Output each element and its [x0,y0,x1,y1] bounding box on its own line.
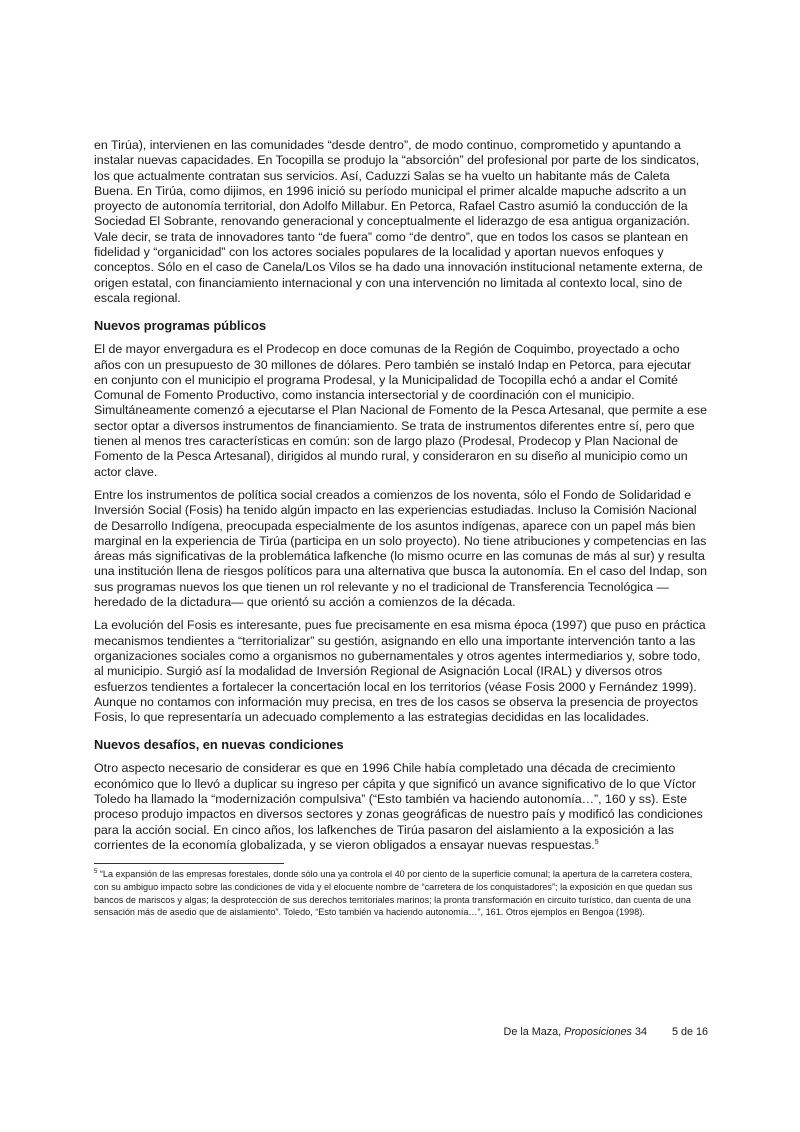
footnote-marker: 5 [94,869,98,876]
footer-journal: Proposiciones [564,1026,632,1038]
footer-issue: 34 [634,1026,647,1038]
page-footer [470,1025,708,1039]
paragraph-4: La evolución del Fosis es interesante, pues fue precisamente en esa misma época (1997) que puso en práctica mecanismos tendientes a “territorializar” su gestión, asignando en ello una importante intervención tanto a las organizaciones sociales como a organismos no gubernamentales y otros agentes intermediarios y, sobre todo, al municipio. Surgió así la modalidad de Inversión Regional de Asignación Local (IRAL) y diversos otros esfuerzos tendientes a fortalecer la concertación local en los territorios (véase Fosis 2000 y Fernández 1999). Aunque no contamos con información muy precisa, en tres de los casos se observa la presencia de proyectos Fosis, lo que representaría un adecuado complemento a las estrategias decididas en las localidades. [94,618,706,725]
paragraph-2: El de mayor envergadura es el Prodecop en doce comunas de la Región de Coquimbo, proyectado a ocho años con un presupuesto de 30 millones de dólares. Pero también se instaló Indap en Petorca, para ejecutar en conjunto con el municipio el programa Prodesal, y la Municipalidad de Tocopilla echó a andar el Comité Comunal de Fomento Productivo, como instancia intersectorial y de coordinación con el municipio. Simultáneamente comenzó a ejecutarse el Plan Nacional de Fomento de la Pesca Artesanal, que permite a ese sector optar a diversos instrumentos de financiamiento. Se trata de instrumentos diferentes entre sí, pero que tienen al menos tres características en común: son de largo plazo (Prodesal, Prodecop y Plan Nacional de Fomento de la Pesca Artesanal), dirigidos al mundo rural, y consideraron en su diseño al municipio como un actor clave. [94,342,708,479]
paragraph-3: Entre los instrumentos de política social creados a comienzos de los noventa, sólo el Fondo de Solidaridad e Inversión Social (Fosis) ha tenido algún impacto en las experiencias estudiadas. Incluso la Comisión Nacional de Desarrollo Indígena, preocupada especialmente de los asuntos indígenas, aparece con un papel más bien marginal en la experiencia de Tirúa (participa en un solo proyecto). No tiene atribuciones y competencias en las áreas más significativas de la problemática lafkenche (lo mismo ocurre en las comunas de más al sur) y resulta una institución llena de riesgos políticos para una alternativa que busca la autonomía. En el caso del Indap, son sus programas nuevos los que tienen un rol relevante y no el tradicional de Transferencia Tecnológica —heredado de la dictadura— que orientó su acción a comienzos de la década. [94,487,708,610]
paragraph-5 [94,761,708,853]
footer-page-number: 5 de 16 [671,1026,708,1038]
footnote-text: “La expansión de las empresas forestales, donde sólo una ya controla el 40 por ciento de la superficie comunal; la apertura de la carretera costera, con su ambiguo impacto sobre las condiciones de vida y el elocuente nombre de “carretera de los conquistadores”; la exposición en que quedan sus bancos de mariscos y algas; la desprotección de sus derechos territoriales marinos; la pronta transformación en circuito turístico, dan cuenta de una sensación más de asedio que de aislamiento”. Toledo, “Esto también va haciendo autonomía…”, 161. Otros ejemplos en Bengoa (1998). [94,869,693,918]
paragraph-1: en Tirúa), intervienen en las comunidades “desde dentro”, de modo continuo, comprometido y apuntando a instalar nuevas capacidades. En Tocopilla se produjo la “absorción” del profesional por parte de los sindicatos, los que actualmente contratan sus servicios. Así, Caduzzi Salas se ha vuelto un habitante más de Caleta Buena. En Tirúa, como dijimos, en 1996 inició su período municipal el primer alcalde mapuche adscrito a un proyecto de autonomía territorial, don Adolfo Millabur. En Petorca, Rafael Castro asumió la conducción de la Sociedad El Sobrante, renovando generacional y conceptualmente el liderazgo de esa antigua organización. Vale decir, se trata de innovadores tanto “de fuera” como “de dentro”, que en todos los casos se plantean en fidelidad y “organicidad” con los actores sociales populares de la localidad y aportan nuevos enfoques y conceptos. Sólo en el caso de Canela/Los Vilos se ha dado una innovación institucional netamente externa, de origen estatal, con financiamiento internacional y con una intervención no limitada al contexto local, sino de escala regional. [94,138,703,305]
footer-author: De la Maza, [503,1026,562,1038]
footnote-divider [94,863,284,864]
footnote [94,868,708,919]
page-content [94,138,708,919]
heading-nuevos-desafios: Nuevos desafíos, en nuevas condiciones [94,737,344,753]
footnote-reference[interactable]: 5 [594,838,599,846]
paragraph-5-text: Otro aspecto necesario de considerar es que en 1996 Chile había completado una década de crecimiento económico que lo llevó a duplicar su ingreso per cápita y que significó un avance significativo de lo que Víctor Toledo ha llamado la “modernización compulsiva” (“Esto también va haciendo autonomía…”, 160 y ss). Este proceso produjo impactos en diversos sectores y zonas geográficas de nuestro país y modificó las condiciones para la acción social. En cinco años, los lafkenches de Tirúa pasaron del aislamiento a la exposición a las corrientes de la economía globalizada, y se vieron obligados a ensayar nuevas respuestas. [94,761,703,852]
heading-nuevos-programas: Nuevos programas públicos [94,318,267,334]
